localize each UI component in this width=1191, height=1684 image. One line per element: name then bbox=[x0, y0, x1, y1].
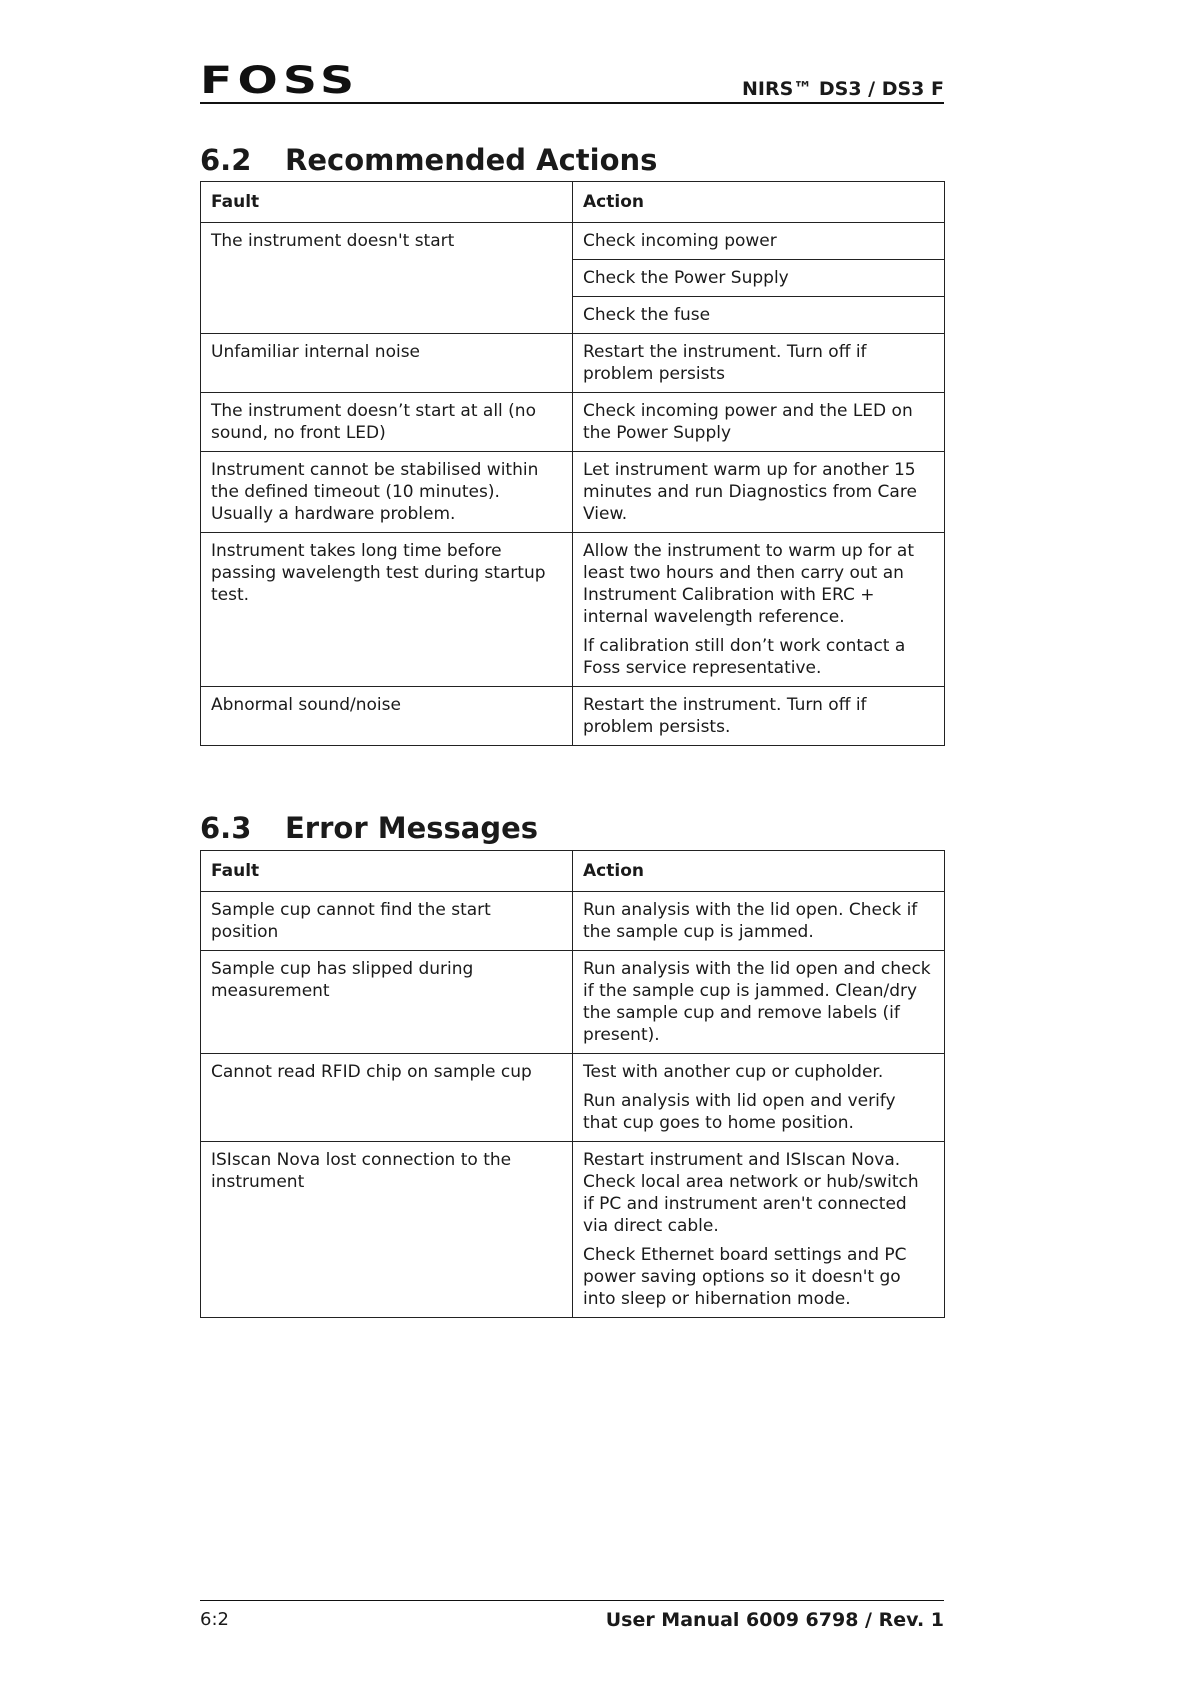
action-paragraph: Allow the instrument to warm up for at least two hours and then carry out an Instrument Calibration with ERC + internal wavelength reference. bbox=[583, 541, 915, 627]
table-row bbox=[201, 334, 945, 393]
column-header-action: Action bbox=[573, 851, 945, 892]
table-header-row bbox=[201, 182, 945, 223]
action-cell bbox=[573, 1142, 945, 1318]
action-cell: Check the fuse bbox=[573, 297, 945, 334]
page-header bbox=[200, 60, 944, 104]
table-row bbox=[201, 533, 945, 687]
fault-cell: Instrument cannot be stabilised within the defined timeout (10 minutes). Usually a hardware problem. bbox=[201, 452, 573, 533]
fault-cell: ISIscan Nova lost connection to the instrument bbox=[201, 1142, 573, 1318]
action-paragraph: If calibration still don’t work contact a Foss service representative. bbox=[583, 636, 906, 678]
table-row bbox=[201, 951, 945, 1054]
fault-cell: The instrument doesn't start bbox=[201, 223, 573, 334]
page-footer bbox=[200, 1600, 944, 1635]
table-row bbox=[201, 452, 945, 533]
table-row bbox=[201, 892, 945, 951]
action-cell: Check incoming power and the LED on the Power Supply bbox=[573, 393, 945, 452]
section-number: 6.2 bbox=[200, 143, 252, 177]
action-cell bbox=[573, 1054, 945, 1142]
table-header-row bbox=[201, 851, 945, 892]
foss-logo: FOSS bbox=[200, 59, 360, 102]
action-paragraph: Restart instrument and ISIscan Nova. Check local area network or hub/switch if PC and instrument aren't connected via direct cable. bbox=[583, 1150, 919, 1236]
fault-cell: Unfamiliar internal noise bbox=[201, 334, 573, 393]
table-row bbox=[201, 393, 945, 452]
fault-cell: Abnormal sound/noise bbox=[201, 687, 573, 746]
manual-reference: User Manual 6009 6798 / Rev. 1 bbox=[605, 1609, 944, 1631]
fault-cell: Sample cup cannot find the start position bbox=[201, 892, 573, 951]
fault-cell: Cannot read RFID chip on sample cup bbox=[201, 1054, 573, 1142]
action-cell: Restart the instrument. Turn off if problem persists bbox=[573, 334, 945, 393]
action-paragraph: Test with another cup or cupholder. bbox=[583, 1062, 884, 1082]
section-number: 6.3 bbox=[200, 811, 252, 845]
error-messages-table bbox=[200, 850, 945, 1318]
action-cell: Run analysis with the lid open and check if the sample cup is jammed. Clean/dry the sample cup and remove labels (if present). bbox=[573, 951, 945, 1054]
column-header-fault: Fault bbox=[201, 182, 573, 223]
table-row bbox=[201, 1142, 945, 1318]
section-title-recommended-actions bbox=[200, 143, 657, 177]
column-header-fault: Fault bbox=[201, 851, 573, 892]
section-heading: Recommended Actions bbox=[285, 143, 658, 177]
action-cell: Let instrument warm up for another 15 minutes and run Diagnostics from Care View. bbox=[573, 452, 945, 533]
action-cell: Check incoming power bbox=[573, 223, 945, 260]
action-cell: Restart the instrument. Turn off if problem persists. bbox=[573, 687, 945, 746]
action-cell: Run analysis with the lid open. Check if the sample cup is jammed. bbox=[573, 892, 945, 951]
page-number: 6:2 bbox=[200, 1609, 229, 1630]
product-name: NIRS™ DS3 / DS3 F bbox=[741, 78, 944, 100]
section-heading: Error Messages bbox=[285, 811, 539, 845]
action-cell: Check the Power Supply bbox=[573, 260, 945, 297]
section-title-error-messages bbox=[200, 811, 538, 845]
table-row bbox=[201, 687, 945, 746]
table-row bbox=[201, 223, 945, 260]
table-row bbox=[201, 1054, 945, 1142]
fault-cell: Instrument takes long time before passing wavelength test during startup test. bbox=[201, 533, 573, 687]
action-paragraph: Run analysis with lid open and verify that cup goes to home position. bbox=[583, 1091, 896, 1133]
fault-cell: Sample cup has slipped during measurement bbox=[201, 951, 573, 1054]
column-header-action: Action bbox=[573, 182, 945, 223]
fault-cell: The instrument doesn’t start at all (no sound, no front LED) bbox=[201, 393, 573, 452]
action-cell bbox=[573, 533, 945, 687]
recommended-actions-table bbox=[200, 181, 945, 746]
action-paragraph: Check Ethernet board settings and PC power saving options so it doesn't go into sleep or hibernation mode. bbox=[583, 1245, 907, 1309]
